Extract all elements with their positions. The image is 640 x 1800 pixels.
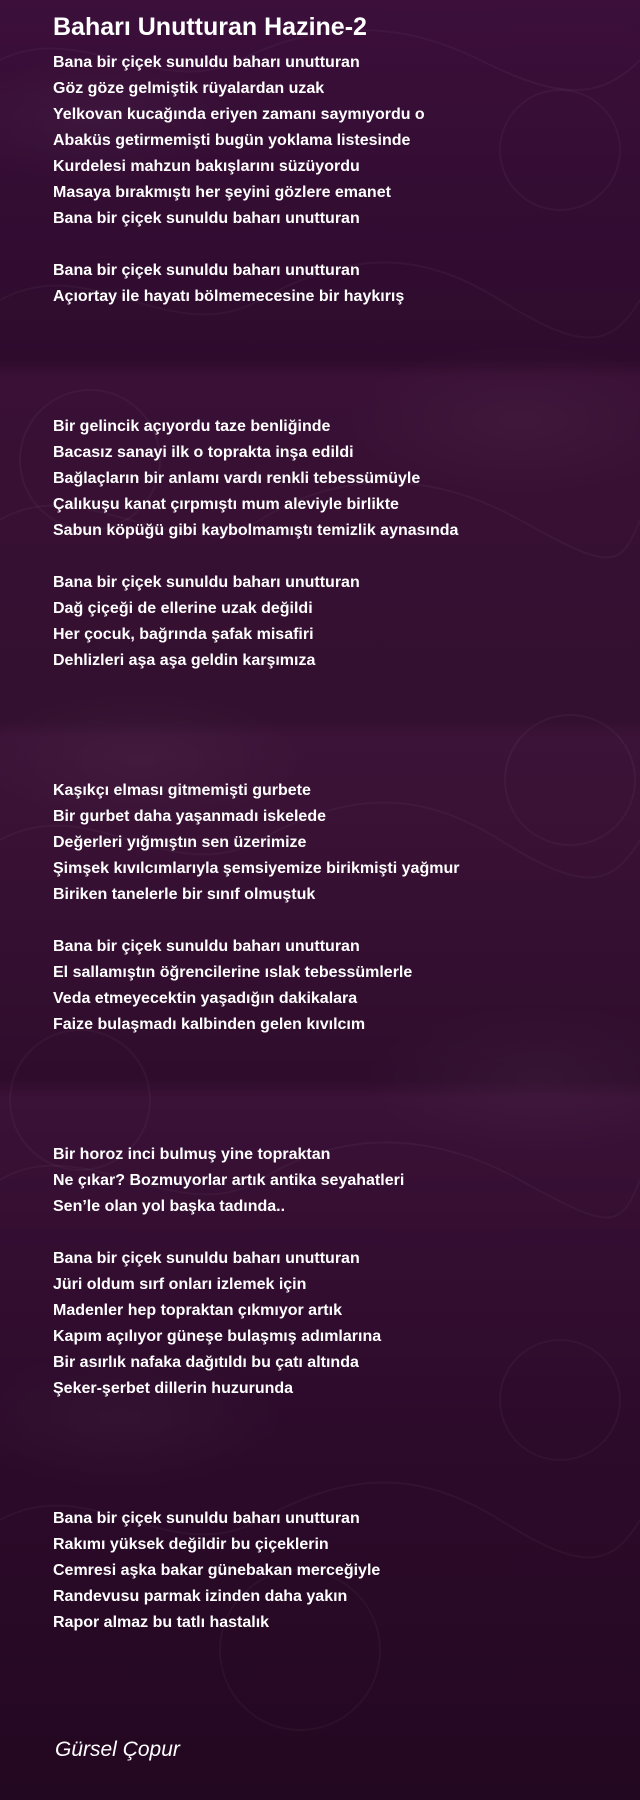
poem-line: Bir horoz inci bulmuş yine topraktan [53, 1146, 331, 1163]
poem-line: Sen’le olan yol başka tadında.. [53, 1198, 286, 1215]
poem-line: Bağlaçların bir anlamı vardı renkli tebessümüyle [53, 470, 421, 487]
poem-line: Bana bir çiçek sunuldu baharı unutturan [53, 54, 360, 71]
poem-line: Masaya bırakmıştı her şeyini gözlere emanet [53, 184, 391, 201]
poem-line: Madenler hep topraktan çıkmıyor artık [53, 1302, 342, 1319]
poem-line: Bacasız sanayi ilk o toprakta inşa edildi [53, 444, 354, 461]
poem-line: Bana bir çiçek sunuldu baharı unutturan [53, 938, 360, 955]
poem-line: Kurdelesi mahzun bakışlarını süzüyordu [53, 158, 360, 175]
poem-line: Bir gurbet daha yaşanmadı iskelede [53, 808, 326, 825]
poem-line: Bana bir çiçek sunuldu baharı unutturan [53, 574, 360, 591]
stanza-break [53, 908, 613, 934]
poem-line: Çalıkuşu kanat çırpmıştı mum aleviyle birlikte [53, 496, 399, 513]
poem-line: Rakımı yüksek değildir bu çiçeklerin [53, 1536, 329, 1553]
stanza-break [53, 232, 613, 258]
poem-line: Jüri oldum sırf onları izlemek için [53, 1276, 307, 1293]
section-gap [53, 674, 613, 778]
poem-line: Bana bir çiçek sunuldu baharı unutturan [53, 210, 360, 227]
poem-line: Rapor almaz bu tatlı hastalık [53, 1614, 270, 1631]
poem-line: Cemresi aşka bakar günebakan merceğiyle [53, 1562, 381, 1579]
section-gap [53, 1038, 613, 1142]
poem-line: Her çocuk, bağrında şafak misafiri [53, 626, 314, 643]
section-gap [53, 1402, 613, 1506]
poem-title: Baharı Unutturan Hazine-2 [53, 13, 367, 41]
poem [53, 12, 613, 1636]
poem-line: Kapım açılıyor güneşe bulaşmış adımlarına [53, 1328, 382, 1345]
stanza-break [53, 1220, 613, 1246]
poem-line: Göz göze gelmiştik rüyalardan uzak [53, 80, 325, 97]
poem-line: Kaşıkçı elması gitmemişti gurbete [53, 782, 311, 799]
poem-body [53, 50, 613, 1636]
poem-line: Açıortay ile hayatı bölmemecesine bir haykırış [53, 288, 405, 305]
section-gap [53, 310, 613, 414]
poem-line: El sallamıştın öğrencilerine ıslak tebessümlerle [53, 964, 413, 981]
poem-line: Değerleri yığmıştın sen üzerimize [53, 834, 307, 851]
poem-line: Faize bulaşmadı kalbinden gelen kıvılcım [53, 1016, 366, 1033]
poem-line: Bana bir çiçek sunuldu baharı unutturan [53, 1510, 360, 1527]
poem-line: Şeker-şerbet dillerin huzurunda [53, 1380, 294, 1397]
poem-line: Bir asırlık nafaka dağıtıldı bu çatı altında [53, 1354, 359, 1371]
poem-line: Bana bir çiçek sunuldu baharı unutturan [53, 262, 360, 279]
poem-line: Yelkovan kucağında eriyen zamanı saymıyordu o [53, 106, 425, 123]
poem-line: Abaküs getirmemişti bugün yoklama listesinde [53, 132, 411, 149]
poem-line: Randevusu parmak izinden daha yakın [53, 1588, 348, 1605]
poem-line: Bir gelincik açıyordu taze benliğinde [53, 418, 331, 435]
poem-line: Dağ çiçeği de ellerine uzak değildi [53, 600, 313, 617]
poem-line: Ne çıkar? Bozmuyorlar artık antika seyahatleri [53, 1172, 405, 1189]
poem-line: Veda etmeyecektin yaşadığın dakikalara [53, 990, 358, 1007]
poem-line: Sabun köpüğü gibi kaybolmamıştı temizlik aynasında [53, 522, 459, 539]
poem-line: Dehlizleri aşa aşa geldin karşımıza [53, 652, 316, 669]
poem-line: Biriken tanelerle bir sınıf olmuştuk [53, 886, 316, 903]
poem-line: Şimşek kıvılcımlarıyla şemsiyemize birikmişti yağmur [53, 860, 460, 877]
poem-author: Gürsel Çopur [55, 1738, 180, 1761]
stanza-break [53, 544, 613, 570]
poem-line: Bana bir çiçek sunuldu baharı unutturan [53, 1250, 360, 1267]
